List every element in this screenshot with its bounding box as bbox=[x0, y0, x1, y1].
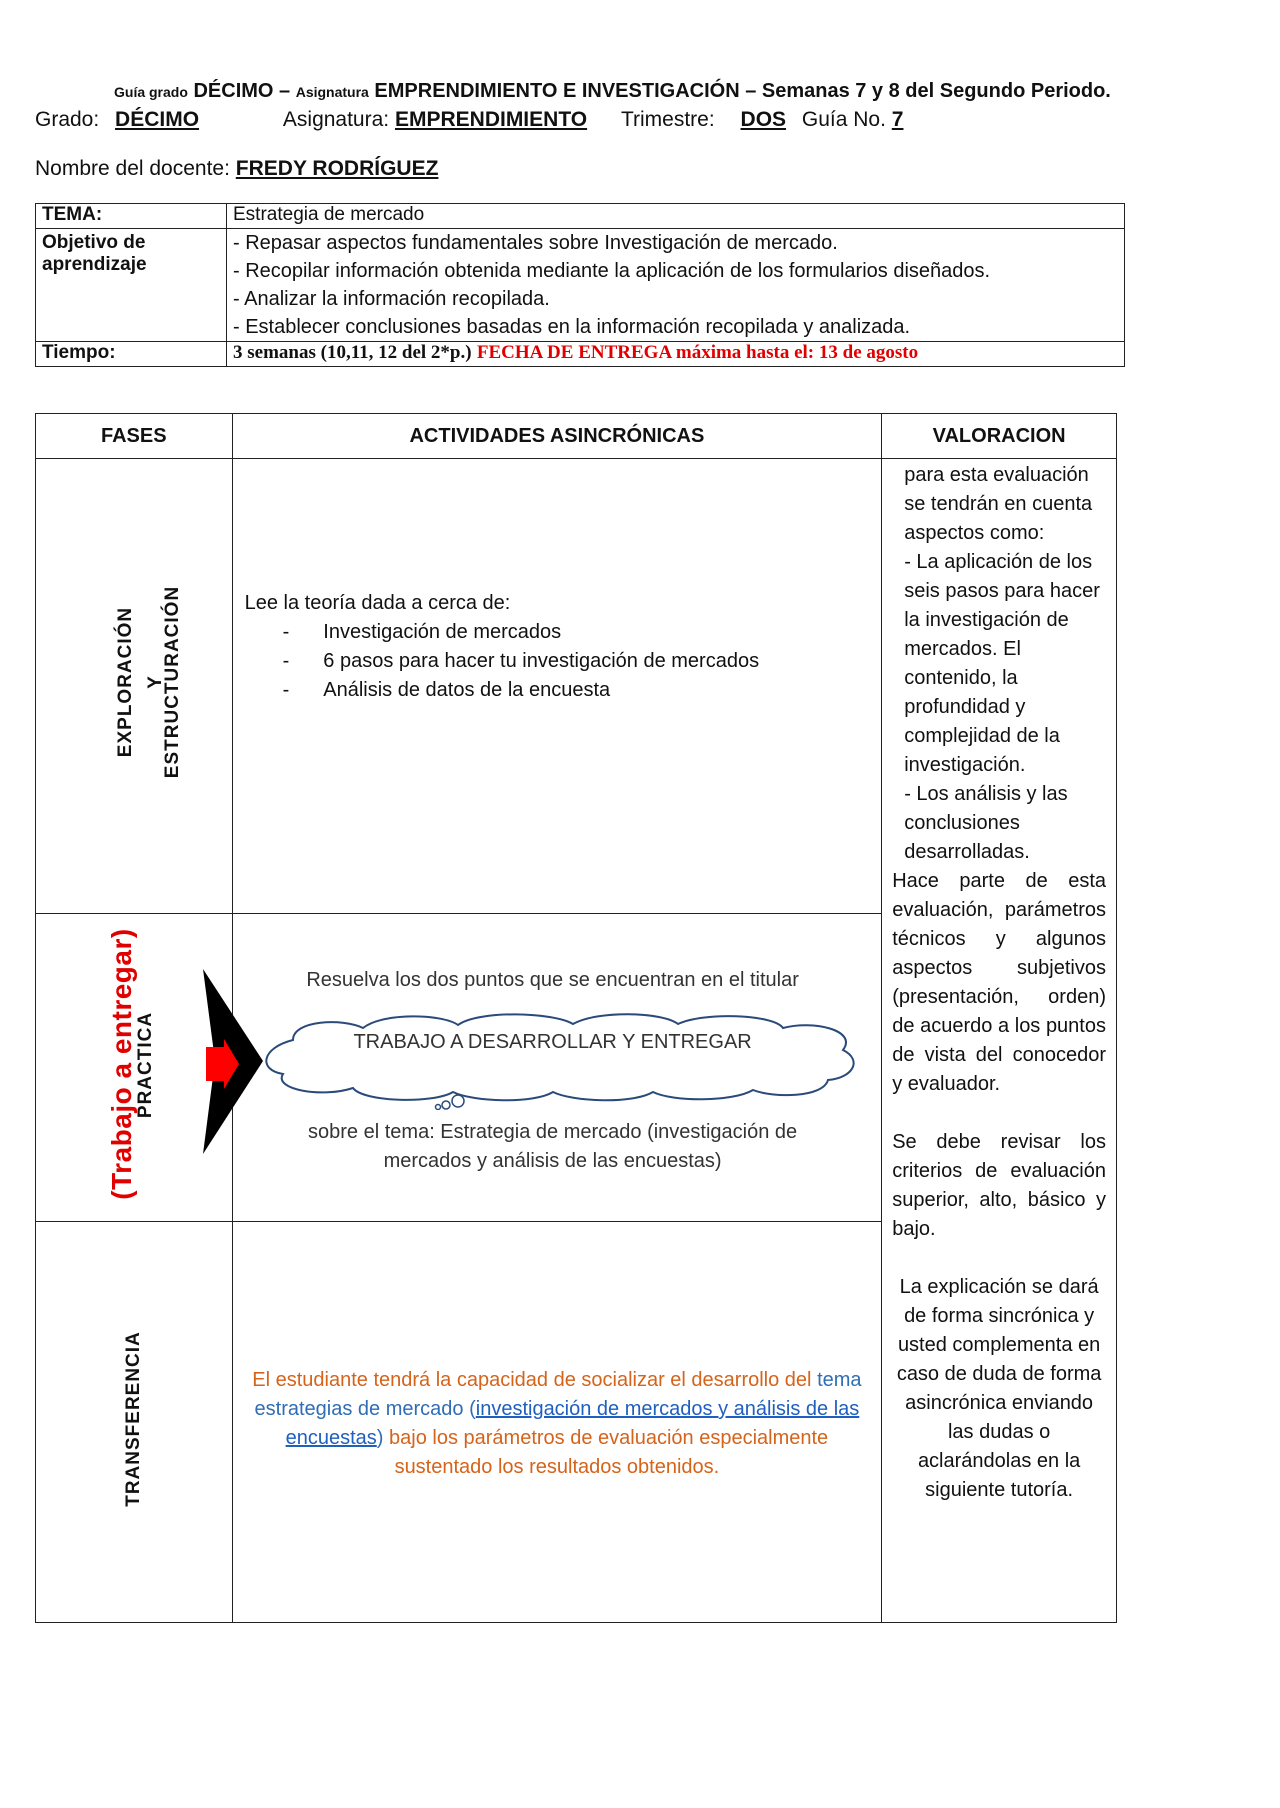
act3-text-2: tema estrategias de mercado ( bbox=[254, 1368, 862, 1420]
asignatura-label: Asignatura: bbox=[282, 108, 390, 131]
act3-text-1: El estudiante tendrá la capacidad de socializar el desarrollo del bbox=[252, 1368, 812, 1391]
trimestre-value: DOS bbox=[740, 108, 787, 131]
tiempo-label: Tiempo: bbox=[36, 342, 227, 367]
fase-transferencia-cell bbox=[36, 1221, 233, 1622]
val-text-1: para esta evaluación se tendrán en cuenta aspectos como: bbox=[904, 464, 1093, 545]
document-title bbox=[114, 80, 1111, 103]
trabajo-entregar-label: (Trabajo a entregar) bbox=[106, 928, 137, 1200]
docente-value: FREDY RODRÍGUEZ bbox=[235, 157, 439, 180]
act3-text-4: bajo los parámetros de evaluación especialmente sustentado los resultados obtenidos. bbox=[383, 1426, 829, 1478]
header-valoracion: VALORACION bbox=[882, 414, 1117, 459]
fase-exploracion-cell bbox=[36, 459, 233, 914]
fase-practica-label: PRACTICA bbox=[135, 1012, 156, 1119]
trimestre-label: Trimestre: bbox=[620, 108, 715, 131]
val-text-2: - La aplicación de los seis pasos para hacer la investigación de mercados. El contenido, la profundidad y complejidad de la investigación. bbox=[904, 551, 1100, 777]
tiempo-value: 3 semanas (10,11, 12 del 2*p.) bbox=[233, 342, 472, 363]
actividad-transferencia bbox=[232, 1221, 882, 1622]
tema-value: Estrategia de mercado bbox=[227, 204, 1125, 229]
objetivos-cell bbox=[227, 229, 1125, 342]
actividad-practica bbox=[232, 914, 882, 1222]
grado-line bbox=[35, 108, 903, 132]
docente-label: Nombre del docente: bbox=[35, 157, 230, 180]
act2-cloud-text: TRABAJO A DESARROLLAR Y ENTREGAR bbox=[353, 1031, 752, 1054]
thought-cloud-icon bbox=[253, 1010, 873, 1110]
guia-label: Guía No. bbox=[801, 108, 886, 131]
actividad-exploracion bbox=[232, 459, 882, 914]
valoracion-block-1 bbox=[882, 459, 1116, 867]
objetivo-label: Objetivo de aprendizaje bbox=[36, 229, 227, 342]
act2-top: Resuelva los dos puntos que se encuentran en el titular bbox=[306, 969, 799, 992]
fase-exploracion-label: EXPLORACIÓN bbox=[115, 606, 136, 758]
act3-link[interactable]: investigación de mercados y análisis de las encuestas bbox=[285, 1397, 860, 1449]
header-fases: FASES bbox=[36, 414, 233, 459]
act1-item: - Análisis de datos de la encuesta bbox=[282, 679, 611, 702]
act3-text-3: ) bbox=[376, 1426, 384, 1449]
act1-intro: Lee la teoría dada a cerca de: bbox=[244, 592, 511, 615]
objetivo-item: - Analizar la información recopilada. bbox=[233, 288, 550, 310]
title-part-2: DÉCIMO – bbox=[193, 80, 291, 102]
objetivo-item: - Repasar aspectos fundamentales sobre Investigación de mercado. bbox=[233, 232, 838, 254]
grado-value: DÉCIMO bbox=[115, 108, 200, 131]
act1-item: - 6 pasos para hacer tu investigación de mercados bbox=[282, 650, 760, 673]
act1-item: - Investigación de mercados bbox=[282, 621, 562, 644]
docente-line bbox=[35, 157, 438, 181]
fase-estructuracion-label: ESTRUCTURACIÓN bbox=[162, 585, 183, 779]
asignatura-value: EMPRENDIMIENTO bbox=[394, 108, 588, 131]
fecha-entrega: FECHA DE ENTREGA máxima hasta el: 13 de agosto bbox=[476, 342, 919, 363]
objetivo-item: - Establecer conclusiones basadas en la información recopilada y analizada. bbox=[233, 316, 911, 338]
act2-bottom: sobre el tema: Estrategia de mercado (investigación de mercados y análisis de las encuestas) bbox=[308, 1121, 798, 1173]
objetivo-item: - Recopilar información obtenida mediante la aplicación de los formularios diseñados. bbox=[233, 260, 991, 282]
val-text-5: Se debe revisar los criterios de evaluación superior, alto, básico y bajo. bbox=[892, 1131, 1106, 1241]
grado-label: Grado: bbox=[35, 108, 100, 131]
guia-value: 7 bbox=[891, 108, 904, 131]
title-part-1: Guía grado bbox=[114, 84, 188, 100]
tema-label: TEMA: bbox=[36, 204, 227, 229]
val-text-4: Hace parte de esta evaluación, parámetros técnicos y algunos aspectos subjetivos (presentación, orden) de acuerdo a los puntos de vista del conocedor y evaluador. bbox=[892, 870, 1106, 1096]
fase-transferencia-label: TRANSFERENCIA bbox=[123, 1331, 144, 1507]
tema-table bbox=[35, 203, 1125, 367]
fase-y-label: Y bbox=[145, 675, 166, 689]
activities-table bbox=[35, 413, 1117, 1623]
header-actividades: ACTIVIDADES ASINCRÓNICAS bbox=[232, 414, 882, 459]
tiempo-cell bbox=[227, 342, 1125, 367]
valoracion-cell bbox=[882, 459, 1117, 1623]
title-part-3: Asignatura bbox=[295, 84, 369, 100]
val-text-6: La explicación se dará de forma sincrónica y usted complementa en caso de duda de forma asincrónica enviando las dudas o aclarándolas en la siguiente tutoría. bbox=[896, 1276, 1102, 1502]
val-text-3: - Los análisis y las conclusiones desarrolladas. bbox=[904, 783, 1068, 864]
title-part-4: EMPRENDIMIENTO E INVESTIGACIÓN – Semanas 7 y 8 del Segundo Periodo. bbox=[374, 80, 1111, 102]
